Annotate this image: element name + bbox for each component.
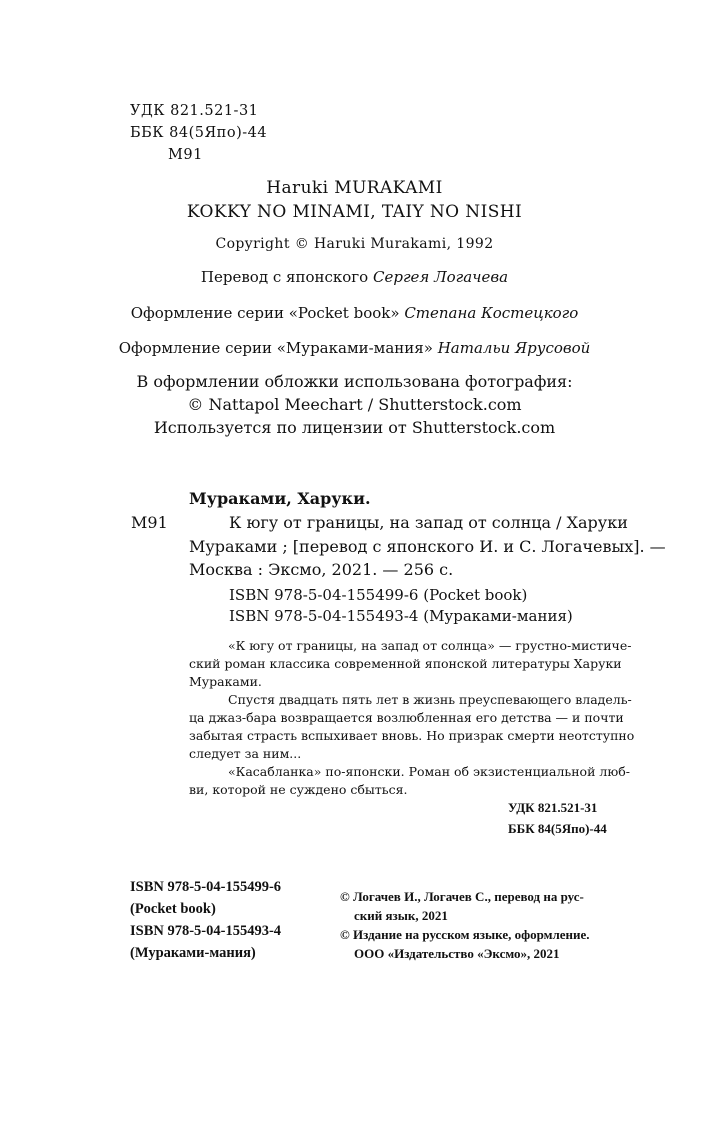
udk-code: УДК 821.521-31 bbox=[130, 103, 259, 119]
series2-name: Натальи Ярусовой bbox=[437, 339, 591, 357]
original-author: Haruki MURAKAMI bbox=[266, 178, 443, 198]
footer-copyright-block bbox=[340, 887, 590, 963]
annotation-p1-l2: ский роман классика современной японской литературы Харуки bbox=[189, 656, 622, 671]
photo-credit-line2: © Nattapol Meechart / Shutterstock.com bbox=[187, 395, 522, 414]
annotation-p2-l2: ца джаз-бара возвращается возлюбленная его детства — и почти bbox=[189, 710, 624, 725]
footer-isbn2-note: (Мураками-мания) bbox=[130, 945, 256, 961]
copyright-edition-l1: © Издание на русском языке, оформление. bbox=[340, 927, 590, 942]
catalog-line3: Москва : Эксмо, 2021. — 256 с. bbox=[189, 560, 454, 579]
translation-credit bbox=[0, 268, 709, 286]
top-codes bbox=[130, 100, 267, 166]
catalog-isbn2: ISBN 978-5-04-155493-4 (Мураками-мания) bbox=[229, 607, 573, 625]
annotation-p3-l1: «Касабланка» по-японски. Роман об экзистенциальной люб- bbox=[228, 764, 630, 779]
translation-name: Сергея Логачева bbox=[372, 268, 509, 286]
annotation-p1-l3: Мураками. bbox=[189, 674, 262, 689]
footer-isbn2: ISBN 978-5-04-155493-4 bbox=[130, 923, 282, 939]
footer-isbn-block bbox=[130, 876, 281, 964]
annotation-p1-l1: «К югу от границы, на запад от солнца» — грустно-мистиче- bbox=[228, 638, 632, 653]
translation-label: Перевод с японского bbox=[200, 268, 369, 286]
catalog-line1: К югу от границы, на запад от солнца / Харуки bbox=[229, 513, 628, 532]
photo-credit-line3: Используется по лицензии от Shutterstock.com bbox=[153, 418, 556, 437]
annotation-p2-l4: следует за ним... bbox=[189, 746, 302, 761]
annotation-block bbox=[189, 637, 635, 799]
series2-label: Оформление серии «Мураками-мания» bbox=[118, 339, 433, 357]
series1-name: Степана Костецкого bbox=[404, 304, 579, 322]
annotation-p3-l2: ви, которой не суждено сбыться. bbox=[189, 782, 408, 797]
annotation-p2-l3: забытая страсть вспыхивает вновь. Но призрак смерти неотступно bbox=[189, 728, 635, 743]
bbk-code: ББК 84(5Япо)-44 bbox=[130, 125, 268, 141]
annotation-p2-l1: Спустя двадцать пять лет в жизнь преуспевающего владель- bbox=[228, 692, 632, 707]
original-copyright: Copyright © Haruki Murakami, 1992 bbox=[215, 236, 494, 252]
catalog-isbn1: ISBN 978-5-04-155499-6 (Pocket book) bbox=[229, 586, 528, 604]
series1-label: Оформление серии «Pocket book» bbox=[130, 304, 400, 322]
original-title: KOKKY NO MINAMI, TAIY NO NISHI bbox=[186, 202, 523, 222]
copyright-edition-l2: ООО «Издательство «Эксмо», 2021 bbox=[354, 946, 560, 961]
author-mark: М91 bbox=[168, 147, 203, 163]
catalog-line2: Мураками ; [перевод с японского И. и С. Логачевых]. — bbox=[189, 537, 666, 556]
annotation-udk: УДК 821.521-31 bbox=[508, 800, 598, 815]
catalog-mark: М91 bbox=[131, 513, 168, 532]
footer-isbn1: ISBN 978-5-04-155499-6 bbox=[130, 879, 282, 895]
copyright-translation-l1: © Логачев И., Логачев С., перевод на рус- bbox=[340, 889, 584, 904]
series2-credit bbox=[0, 339, 709, 357]
catalog-heading: Мураками, Харуки. bbox=[189, 489, 371, 508]
footer-isbn1-note: (Pocket book) bbox=[130, 901, 216, 917]
annotation-bbk: ББК 84(5Япо)-44 bbox=[508, 821, 607, 836]
photo-credit-line1: В оформлении обложки использована фотография: bbox=[136, 372, 573, 391]
copyright-translation-l2: ский язык, 2021 bbox=[354, 908, 448, 923]
series1-credit bbox=[0, 304, 709, 322]
